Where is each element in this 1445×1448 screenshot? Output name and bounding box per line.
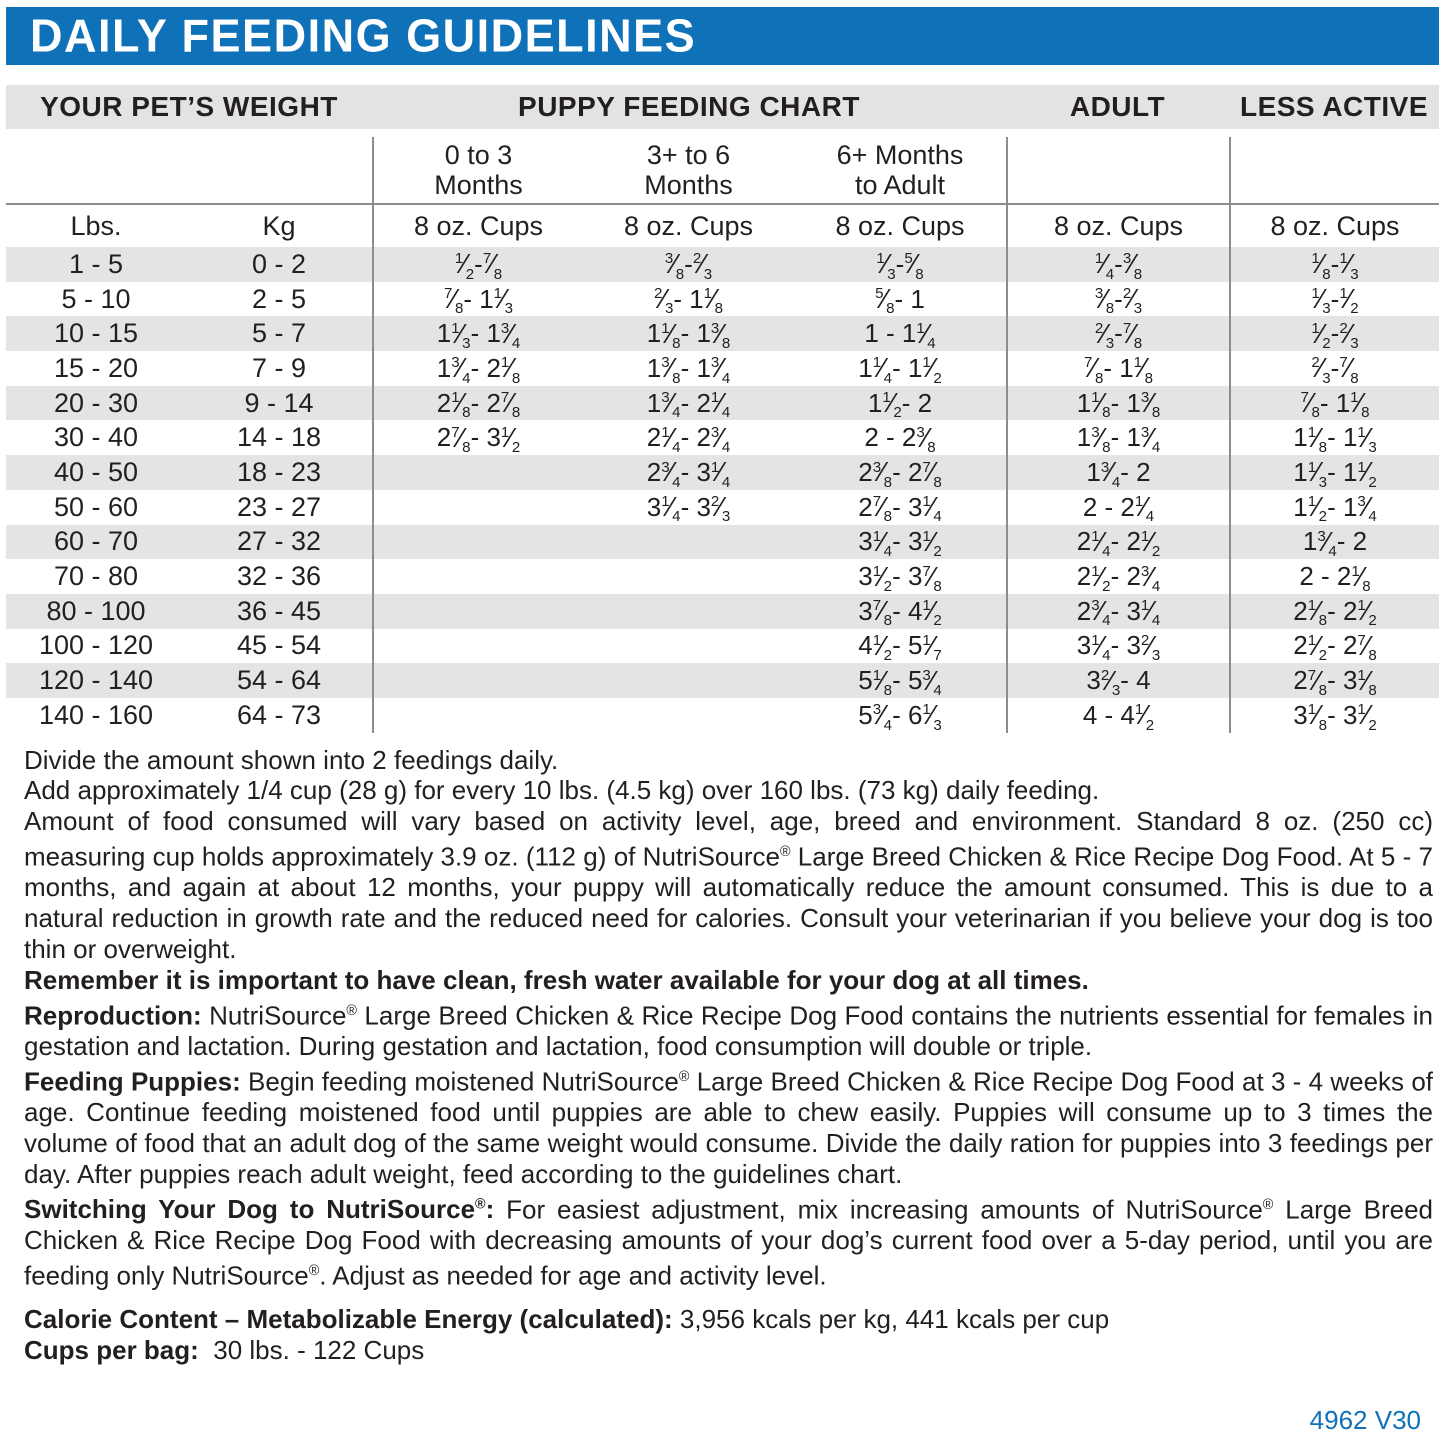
unit-header: Kg — [262, 210, 296, 241]
spacer-cell — [6, 137, 186, 203]
note-section: Switching Your Dog to NutriSource®: For easiest adjustment, mix increasing amounts of NutriSource® Large Breed Chicken & Rice Recipe Dog Food with decreasing amounts of your dog’s current food over a 5-day period, until you are feeding only NutriSource®. Adjust as needed for age and activity level. — [24, 1194, 1433, 1291]
table-group-header-row — [6, 85, 1439, 129]
fraction: $^1⁄_3$ — [1307, 456, 1328, 491]
fraction: $^1⁄_8$ — [500, 352, 521, 387]
cups-cell — [583, 559, 794, 594]
weight-lbs-cell: 30 - 40 — [53, 422, 139, 453]
fraction: $^1⁄_2$ — [454, 248, 475, 283]
fraction: $^1⁄_4$ — [1140, 595, 1161, 630]
cups-cell: 1 $^1⁄_3$ - 1 $^3⁄_4$ — [372, 316, 583, 351]
fraction: $^3⁄_4$ — [922, 664, 942, 699]
fraction: $^3⁄_8$ — [916, 421, 936, 457]
fraction: $^3⁄_8$ — [710, 317, 731, 352]
weight-lbs-cell: 1 - 5 — [68, 248, 124, 279]
table-row — [6, 629, 1439, 664]
fraction: $^3⁄_8$ — [1091, 421, 1111, 457]
cups-cell — [372, 490, 583, 525]
cups-cell: 1 $^3⁄_4$ - 2 $^1⁄_8$ — [372, 351, 583, 386]
weight-lbs-cell: 5 - 10 — [61, 283, 131, 314]
fraction: $^3⁄_4$ — [710, 421, 731, 457]
fraction: $^1⁄_4$ — [872, 525, 893, 561]
cups-cell: 5 $^3⁄_4$ - 6 $^1⁄_3$ — [858, 699, 942, 734]
label-version-code: 4962 V30 — [1309, 1405, 1421, 1435]
table-row — [6, 490, 1439, 525]
weight-kg-cell: 64 - 73 — [236, 699, 322, 730]
fraction: $^1⁄_2$ — [922, 595, 942, 630]
weight-lbs-cell: 100 - 120 — [38, 630, 154, 661]
fraction: $^1⁄_2$ — [872, 629, 893, 665]
cups-cell — [583, 525, 794, 560]
fraction: $^2⁄_3$ — [653, 283, 674, 318]
note-line: Divide the amount shown into 2 feedings daily. — [24, 744, 559, 775]
cups-cell: 1 $^1⁄_2$ - 2 — [867, 387, 933, 422]
fraction: $^1⁄_3$ — [1311, 283, 1331, 318]
cups-cell: 2 $^7⁄_8$ - 3 $^1⁄_2$ — [372, 420, 583, 455]
fraction: $^1⁄_2$ — [1311, 317, 1331, 352]
fraction: $^3⁄_4$ — [1100, 456, 1121, 491]
fraction: $^1⁄_2$ — [1357, 595, 1377, 630]
fraction: $^1⁄_8$ — [1307, 699, 1328, 734]
cups-cell — [372, 594, 583, 629]
fraction: $^3⁄_8$ — [661, 352, 681, 387]
feeding-table — [6, 137, 1439, 733]
age-header-row — [6, 137, 1439, 203]
fraction: $^1⁄_8$ — [661, 317, 681, 352]
fraction: $^3⁄_8$ — [1122, 248, 1143, 283]
cups-cell: 2 $^1⁄_8$ - 2 $^1⁄_2$ — [1229, 594, 1439, 629]
unit-header: 8 oz. Cups — [1229, 205, 1439, 247]
cups-cell: 1 $^3⁄_4$ - 2 $^1⁄_4$ — [646, 387, 731, 422]
weight-lbs-cell: 15 - 20 — [53, 352, 139, 383]
fraction: $^7⁄_8$ — [872, 595, 893, 630]
unit-header: Lbs. — [70, 210, 122, 241]
cups-cell: $^1⁄_2$ - $^2⁄_3$ — [1229, 316, 1439, 351]
fraction: $^2⁄_3$ — [1311, 352, 1331, 387]
cups-cell: $^7⁄_8$ - 1 $^1⁄_8$ — [1229, 386, 1439, 421]
fraction: $^3⁄_4$ — [1140, 560, 1161, 595]
fraction: $^2⁄_3$ — [1094, 317, 1115, 352]
note-line: Amount of food consumed will vary based on activity level, age, breed and environment. Standard 8 oz. (250 cc) measuring cup holds approximately 3.9 oz. (112 g) of NutriSource® Large Breed Chicken & Rice Recipe Dog Food. At 5 - 7 months, and again at about 12 months, your puppy will automatically reduce the amount consumed. This is due to a natural reduction in growth rate and the reduced need for calories. Consult your veterinarian if you believe your dog is too thin or overweight. — [24, 806, 1434, 965]
weight-kg-cell: 0 - 2 — [251, 248, 307, 279]
fraction: $^1⁄_4$ — [922, 491, 942, 526]
weight-lbs-cell: 80 - 100 — [46, 595, 146, 626]
age-range-header: 0 to 3 Months — [372, 137, 583, 203]
table-row — [6, 420, 1439, 455]
cups-cell: $^3⁄_8$ - $^2⁄_3$ — [1006, 282, 1229, 317]
weight-lbs-cell: 70 - 80 — [53, 561, 139, 592]
fraction: $^1⁄_2$ — [1307, 491, 1328, 526]
weight-kg-cell: 54 - 64 — [236, 665, 322, 696]
unit-header: 8 oz. Cups — [623, 210, 754, 241]
table-row — [6, 351, 1439, 386]
note-section: Feeding Puppies: Begin feeding moistened NutriSource® Large Breed Chicken & Rice Recipe Dog Food at 3 - 4 weeks of age. Continue feeding moistened food until puppies are able to chew easily. Puppies will consume up to 3 times the volume of food that an adult dog of the same weight would consume. Divide the daily ration for puppies into 3 feedings per day. After puppies reach adult weight, feed according to the guidelines chart. — [24, 1066, 1434, 1189]
cups-cell: 1 $^1⁄_4$ - 1 $^1⁄_2$ — [858, 352, 942, 387]
fraction: $^7⁄_8$ — [872, 491, 893, 526]
fraction: $^2⁄_3$ — [1122, 283, 1143, 318]
fraction: $^1⁄_8$ — [1307, 595, 1328, 630]
feeding-guidelines-panel — [0, 7, 1445, 1448]
note-line: Remember it is important to have clean, fresh water available for your dog at all times. — [24, 964, 1089, 995]
weight-kg-cell: 5 - 7 — [251, 318, 307, 349]
fraction: $^3⁄_8$ — [872, 456, 893, 491]
fraction: $^1⁄_8$ — [703, 283, 724, 318]
cups-cell: 1 - 1 $^1⁄_4$ — [864, 317, 936, 352]
fraction: $^1⁄_8$ — [1307, 421, 1328, 457]
fraction: $^1⁄_4$ — [1094, 248, 1115, 283]
cups-cell: 1 $^1⁄_2$ - 1 $^3⁄_4$ — [1229, 490, 1439, 525]
fraction: $^5⁄_8$ — [875, 283, 895, 318]
fraction: $^1⁄_3$ — [922, 699, 942, 734]
fraction: $^3⁄_8$ — [664, 248, 685, 283]
cups-cell: 1 $^3⁄_4$ - 2 — [1229, 525, 1439, 560]
cups-cell — [583, 663, 794, 698]
weight-lbs-cell: 20 - 30 — [53, 387, 139, 418]
cups-cell: 2 $^3⁄_4$ - 3 $^1⁄_4$ — [1006, 594, 1229, 629]
fraction: $^1⁄_3$ — [1357, 421, 1377, 457]
cups-cell: 1 $^1⁄_8$ - 1 $^1⁄_3$ — [1229, 420, 1439, 455]
fraction: $^7⁄_8$ — [1307, 664, 1328, 699]
table-body — [6, 247, 1439, 733]
fraction: $^1⁄_4$ — [661, 421, 681, 457]
fraction: $^3⁄_4$ — [1091, 595, 1111, 630]
cups-cell: 2 $^1⁄_4$ - 2 $^1⁄_2$ — [1006, 525, 1229, 560]
cups-cell — [583, 698, 794, 733]
cups-cell — [372, 455, 583, 490]
unit-header-row — [6, 203, 1439, 247]
group-header-adult: ADULT — [1069, 91, 1166, 122]
table-row — [6, 663, 1439, 698]
fraction: $^3⁄_4$ — [661, 387, 681, 422]
fraction: $^1⁄_8$ — [1351, 560, 1371, 595]
cups-cell — [583, 594, 794, 629]
cups-cell: $^1⁄_8$ - $^1⁄_3$ — [1229, 247, 1439, 282]
cups-cell: 2 $^3⁄_8$ - 2 $^7⁄_8$ — [858, 456, 942, 491]
fraction: $^1⁄_4$ — [1134, 491, 1155, 526]
age-range-header: 3+ to 6 Months — [644, 140, 733, 200]
fraction: $^5⁄_8$ — [904, 248, 924, 283]
table-row — [6, 455, 1439, 490]
fraction: $^7⁄_8$ — [443, 283, 464, 318]
page-title: DAILY FEEDING GUIDELINES — [30, 8, 697, 63]
cups-cell — [372, 663, 583, 698]
feeding-notes — [0, 745, 1445, 1292]
fraction: $^1⁄_2$ — [1307, 629, 1328, 665]
cups-cell: $^1⁄_3$ - $^5⁄_8$ — [876, 248, 924, 283]
fraction: $^1⁄_2$ — [872, 560, 893, 595]
fraction: $^1⁄_2$ — [1357, 456, 1377, 491]
weight-lbs-cell: 60 - 70 — [53, 526, 139, 557]
fraction: $^3⁄_4$ — [872, 699, 893, 734]
table-row — [6, 698, 1439, 733]
weight-kg-cell: 9 - 14 — [244, 387, 314, 418]
cups-cell: 2 $^7⁄_8$ - 3 $^1⁄_4$ — [858, 491, 942, 526]
fraction: $^1⁄_8$ — [1350, 387, 1370, 422]
weight-lbs-cell: 140 - 160 — [38, 699, 154, 730]
fraction: $^1⁄_4$ — [1091, 525, 1111, 561]
cups-cell — [372, 559, 583, 594]
cups-cell: 1 $^3⁄_8$ - 1 $^3⁄_4$ — [1006, 420, 1229, 455]
fraction: $^7⁄_8$ — [922, 560, 942, 595]
unit-header: 8 oz. Cups — [835, 210, 965, 241]
table-row — [6, 316, 1439, 351]
cups-cell: $^7⁄_8$ - 1 $^1⁄_3$ — [372, 282, 583, 317]
cups-cell: $^1⁄_3$ - $^1⁄_2$ — [1229, 282, 1439, 317]
cups-cell: 2 $^7⁄_8$ - 3 $^1⁄_8$ — [1229, 663, 1439, 698]
fraction: $^3⁄_4$ — [661, 456, 681, 491]
fraction: $^7⁄_8$ — [1083, 352, 1104, 387]
cups-cell: 3 $^1⁄_2$ - 3 $^7⁄_8$ — [858, 560, 942, 595]
group-header-weight: YOUR PET’S WEIGHT — [40, 91, 338, 122]
cups-cell — [372, 698, 583, 733]
title-bar — [6, 7, 1439, 65]
fraction: $^1⁄_2$ — [922, 525, 942, 561]
fraction: $^2⁄_3$ — [692, 248, 713, 283]
fraction: $^1⁄_3$ — [876, 248, 896, 283]
weight-kg-cell: 18 - 23 — [236, 456, 322, 487]
fraction: $^1⁄_4$ — [872, 352, 893, 387]
cups-cell: $^2⁄_3$ - $^7⁄_8$ — [1006, 316, 1229, 351]
cups-cell — [372, 525, 583, 560]
fraction: $^3⁄_4$ — [1357, 491, 1377, 526]
cups-cell: $^2⁄_3$ - 1 $^1⁄_8$ — [653, 283, 724, 318]
fraction: $^1⁄_8$ — [1133, 352, 1154, 387]
spacer-cell — [1006, 137, 1229, 203]
fraction: $^7⁄_8$ — [1357, 629, 1377, 665]
weight-lbs-cell: 50 - 60 — [53, 491, 139, 522]
cups-cell: 3 $^1⁄_4$ - 3 $^1⁄_2$ — [858, 525, 942, 561]
fraction: $^7⁄_8$ — [500, 387, 521, 422]
fraction: $^2⁄_3$ — [710, 491, 731, 526]
cups-cell: 5 $^1⁄_8$ - 5 $^3⁄_4$ — [858, 664, 942, 699]
cups-cell — [583, 629, 794, 664]
cups-per-bag-line: Cups per bag: 30 lbs. - 122 Cups — [24, 1335, 425, 1366]
fraction: $^1⁄_2$ — [1140, 525, 1161, 561]
cups-cell: $^1⁄_2$ - $^7⁄_8$ — [372, 247, 583, 282]
fraction: $^2⁄_3$ — [1339, 317, 1359, 352]
cups-cell: 3 $^7⁄_8$ - 4 $^1⁄_2$ — [858, 595, 942, 630]
fraction: $^1⁄_7$ — [922, 629, 942, 665]
table-row — [6, 559, 1439, 594]
weight-lbs-cell: 10 - 15 — [53, 318, 139, 349]
cups-cell: 3 $^1⁄_8$ - 3 $^1⁄_2$ — [1229, 698, 1439, 733]
note-line: Add approximately 1/4 cup (28 g) for every 10 lbs. (4.5 kg) over 160 lbs. (73 kg) daily feeding. — [24, 775, 1100, 806]
table-row — [6, 594, 1439, 629]
fraction: $^3⁄_4$ — [1140, 421, 1161, 457]
cups-cell: $^2⁄_3$ - $^7⁄_8$ — [1229, 351, 1439, 386]
weight-kg-cell: 14 - 18 — [236, 422, 322, 453]
cups-cell: 3 $^1⁄_4$ - 3 $^2⁄_3$ — [1006, 629, 1229, 664]
fraction: $^7⁄_8$ — [1339, 352, 1359, 387]
weight-kg-cell: 23 - 27 — [236, 491, 322, 522]
cups-cell: 2 $^3⁄_4$ - 3 $^1⁄_4$ — [646, 456, 731, 491]
cups-cell: 1 $^3⁄_8$ - 1 $^3⁄_4$ — [646, 352, 731, 387]
fraction: $^7⁄_8$ — [451, 421, 471, 457]
cups-cell: 2 $^1⁄_2$ - 2 $^3⁄_4$ — [1006, 559, 1229, 594]
weight-kg-cell: 2 - 5 — [251, 283, 307, 314]
fraction: $^1⁄_8$ — [1357, 664, 1377, 699]
weight-kg-cell: 32 - 36 — [236, 561, 322, 592]
cups-cell: 2 $^1⁄_2$ - 2 $^7⁄_8$ — [1229, 629, 1439, 664]
fraction: $^1⁄_3$ — [1339, 248, 1359, 283]
fraction: $^3⁄_8$ — [1094, 283, 1115, 318]
cups-cell: 4 $^1⁄_2$ - 5 $^1⁄_7$ — [858, 629, 942, 665]
fraction: $^3⁄_4$ — [710, 352, 731, 387]
table-row — [6, 282, 1439, 317]
cups-cell: 3 $^1⁄_4$ - 3 $^2⁄_3$ — [646, 491, 731, 526]
fraction: $^1⁄_8$ — [1091, 387, 1111, 422]
calorie-footer — [0, 1304, 1445, 1366]
table-row — [6, 386, 1439, 421]
fraction: $^1⁄_4$ — [916, 317, 936, 352]
spacer-cell — [1229, 137, 1439, 203]
fraction: $^1⁄_2$ — [882, 387, 902, 422]
fraction: $^1⁄_3$ — [451, 317, 471, 352]
unit-header: 8 oz. Cups — [1006, 205, 1229, 247]
table-row — [6, 247, 1439, 282]
cups-cell: 1 $^3⁄_4$ - 2 — [1006, 455, 1229, 490]
fraction: $^1⁄_2$ — [1357, 699, 1377, 734]
fraction: $^3⁄_4$ — [1317, 525, 1337, 561]
cups-cell: 1 $^1⁄_3$ - 1 $^1⁄_2$ — [1229, 455, 1439, 490]
cups-cell: 1 $^1⁄_8$ - 1 $^3⁄_8$ — [1006, 386, 1229, 421]
fraction: $^1⁄_3$ — [493, 283, 514, 318]
unit-header: 8 oz. Cups — [372, 205, 583, 247]
weight-kg-cell: 45 - 54 — [236, 630, 322, 661]
fraction: $^1⁄_4$ — [710, 387, 731, 422]
fraction: $^1⁄_4$ — [661, 491, 681, 526]
weight-kg-cell: 7 - 9 — [251, 352, 307, 383]
fraction: $^7⁄_8$ — [482, 248, 503, 283]
weight-kg-cell: 27 - 32 — [236, 526, 322, 557]
fraction: $^1⁄_2$ — [1091, 560, 1111, 595]
fraction: $^1⁄_2$ — [1339, 283, 1359, 318]
fraction: $^1⁄_2$ — [500, 421, 521, 457]
cups-cell: 2 $^1⁄_8$ - 2 $^7⁄_8$ — [372, 386, 583, 421]
group-header-less-active: LESS ACTIVE — [1239, 91, 1429, 122]
calorie-content-line: Calorie Content – Metabolizable Energy (calculated): 3,956 kcals per kg, 441 kcals per cup — [24, 1304, 1110, 1335]
group-header-puppy: PUPPY FEEDING CHART — [518, 91, 860, 122]
fraction: $^3⁄_4$ — [451, 352, 471, 387]
cups-cell: $^1⁄_4$ - $^3⁄_8$ — [1006, 247, 1229, 282]
fraction: $^7⁄_8$ — [1300, 387, 1320, 422]
fraction: $^1⁄_2$ — [1134, 699, 1155, 734]
fraction: $^1⁄_4$ — [1091, 629, 1111, 665]
fraction: $^7⁄_8$ — [922, 456, 942, 491]
weight-lbs-cell: 120 - 140 — [38, 665, 154, 696]
fraction: $^1⁄_4$ — [710, 456, 731, 491]
cups-cell: 4 - 4 $^1⁄_2$ — [1006, 698, 1229, 733]
cups-cell: 2 - 2 $^1⁄_4$ — [1006, 490, 1229, 525]
table-row — [6, 525, 1439, 560]
cups-cell: 1 $^1⁄_8$ - 1 $^3⁄_8$ — [646, 317, 731, 352]
fraction: $^3⁄_8$ — [1140, 387, 1161, 422]
weight-lbs-cell: 40 - 50 — [53, 456, 139, 487]
spacer-cell — [186, 137, 372, 203]
cups-cell: 2 $^1⁄_4$ - 2 $^3⁄_4$ — [646, 421, 731, 457]
fraction: $^2⁄_3$ — [1140, 629, 1161, 665]
cups-cell — [372, 629, 583, 664]
cups-cell: 3 $^2⁄_3$ - 4 — [1006, 663, 1229, 698]
note-section: Reproduction: NutriSource® Large Breed Chicken & Rice Recipe Dog Food contains the nutrients essential for females in gestation and lactation. During gestation and lactation, food consumption will double or triple. — [24, 1000, 1433, 1062]
fraction: $^2⁄_3$ — [1100, 664, 1121, 699]
weight-kg-cell: 36 - 45 — [236, 595, 322, 626]
cups-cell: $^5⁄_8$ - 1 — [875, 283, 925, 318]
fraction: $^1⁄_8$ — [872, 664, 893, 699]
cups-cell: 2 - 2 $^1⁄_8$ — [1229, 559, 1439, 594]
fraction: $^3⁄_4$ — [500, 317, 521, 352]
fraction: $^1⁄_8$ — [451, 387, 471, 422]
cups-cell: $^3⁄_8$ - $^2⁄_3$ — [664, 248, 713, 283]
fraction: $^1⁄_8$ — [1311, 248, 1331, 283]
cups-cell: $^7⁄_8$ - 1 $^1⁄_8$ — [1006, 351, 1229, 386]
age-range-header: 6+ Months to Adult — [836, 140, 964, 200]
fraction: $^7⁄_8$ — [1122, 317, 1143, 352]
fraction: $^1⁄_2$ — [922, 352, 942, 387]
cups-cell: 2 - 2 $^3⁄_8$ — [864, 421, 936, 457]
